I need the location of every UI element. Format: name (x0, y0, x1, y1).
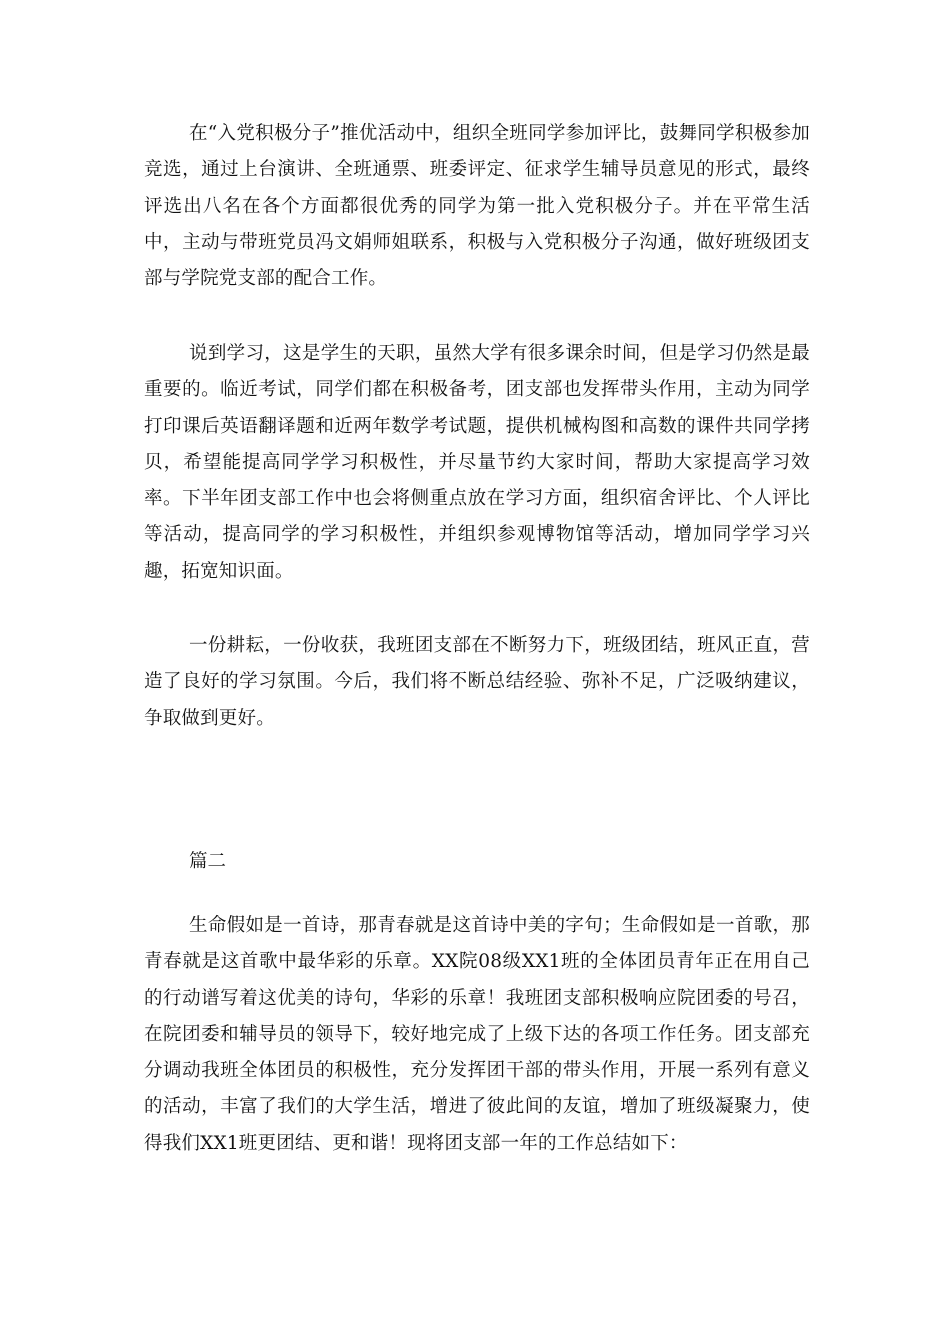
paragraph-study: 说到学习，这是学生的天职，虽然大学有很多课余时间，但是学习仍然是最重要的。临近考试，同学们都在积极备考，团支部也发挥带头作用，主动为同学打印课后英语翻译题和近两年数学考试题，提供机械构图和高数的课件共同学拷贝，希望能提高同学学习积极性，并尽量节约大家时间，帮助大家提高学习效率。下半年团支部工作中也会将侧重点放在学习方面，组织宿舍评比、个人评比等活动，提高同学的学习积极性，并组织参观博物馆等活动，增加同学学习兴趣，拓宽知识面。 (144, 343, 810, 582)
paragraph-section-intro: 生命假如是一首诗，那青春就是这首诗中美的字句；生命假如是一首歌，那青春就是这首歌中最华彩的乐章。XX院08级XX1班的全体团员青年正在用自己的行动谱写着这优美的诗句，华彩的乐章！我班团支部积极响应院团委的号召，在院团委和辅导员的领导下，较好地完成了上级下达的各项工作任务。团支部充分调动我班全体团员的积极性，充分发挥团干部的带头作用，开展一系列有意义的活动，丰富了我们的大学生活，增进了彼此间的友谊，增加了班级凝聚力，使得我们XX1班更团结、更和谐！现将团支部一年的工作总结如下： (144, 915, 810, 1154)
paragraph-party-activist-selection: 在“入党积极分子”推优活动中，组织全班同学参加评比，鼓舞同学积极参加竞选，通过上台演讲、全班通票、班委评定、征求学生辅导员意见的形式，最终评选出八名在各个方面都很优秀的同学为第一批入党积极分子。并在平常生活中，主动与带班党员冯文娟师姐联系，积极与入党积极分子沟通，做好班级团支部与学院党支部的配合工作。 (144, 123, 810, 290)
section-heading: 篇二 (189, 851, 227, 872)
paragraph-conclusion: 一份耕耘，一份收获，我班团支部在不断努力下，班级团结，班风正直，营造了良好的学习氛围。今后，我们将不断总结经验、弥补不足，广泛吸纳建议，争取做到更好。 (144, 635, 810, 729)
